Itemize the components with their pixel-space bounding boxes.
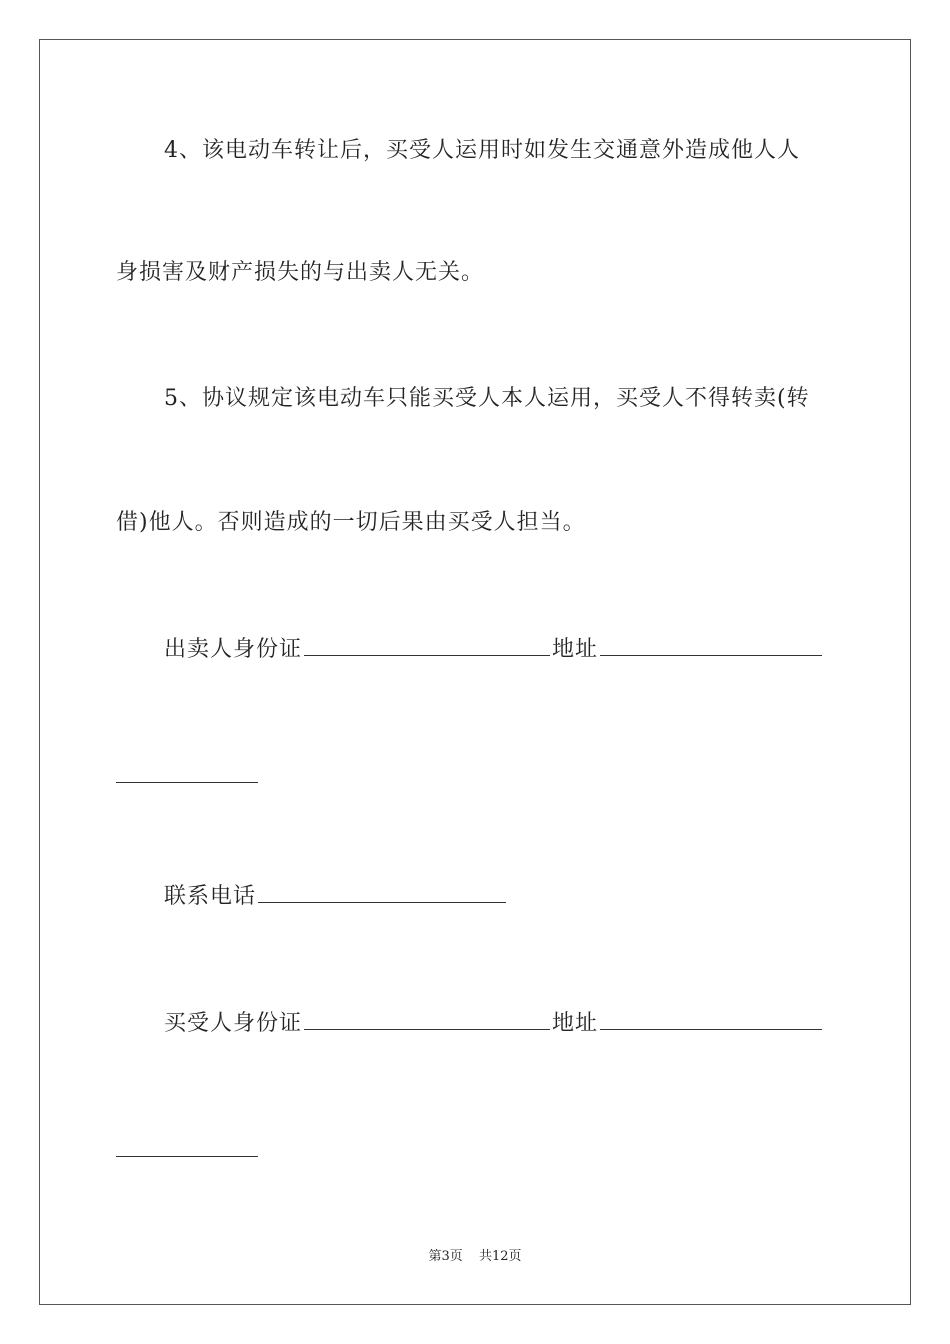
seller-id-blank[interactable] (304, 633, 550, 656)
seller-address-blank-continued[interactable] (116, 781, 258, 783)
buyer-id-label: 买受人身份证 (164, 1011, 303, 1036)
buyer-id-blank[interactable] (304, 1007, 550, 1030)
seller-id-label: 出卖人身份证 (164, 637, 303, 662)
clause-5-line-1: 5、协议规定该电动车只能买受人本人运用，买受人不得转卖(转 (164, 386, 810, 411)
page-footer (0, 1245, 950, 1264)
seller-address-label: 地址 (552, 637, 599, 662)
seller-address-blank[interactable] (600, 633, 822, 656)
buyer-id-row (164, 1007, 824, 1039)
seller-phone-label: 联系电话 (164, 884, 257, 909)
seller-phone-blank[interactable] (258, 880, 506, 903)
buyer-address-blank-continued[interactable] (116, 1155, 258, 1157)
page-frame (39, 39, 911, 1305)
page-number: 第3页 (428, 1249, 463, 1264)
buyer-address-blank[interactable] (600, 1007, 822, 1030)
clause-4-line-1: 4、该电动车转让后，买受人运用时如发生交通意外造成他人人 (164, 138, 800, 163)
page-total: 共12页 (478, 1249, 522, 1264)
clause-4-line-2: 身损害及财产损失的与出卖人无关。 (116, 260, 485, 285)
clause-5-line-2: 借)他人。否则造成的一切后果由买受人担当。 (116, 510, 586, 535)
seller-phone-row (164, 880, 508, 912)
seller-id-row (164, 633, 824, 665)
buyer-address-label: 地址 (552, 1011, 599, 1036)
